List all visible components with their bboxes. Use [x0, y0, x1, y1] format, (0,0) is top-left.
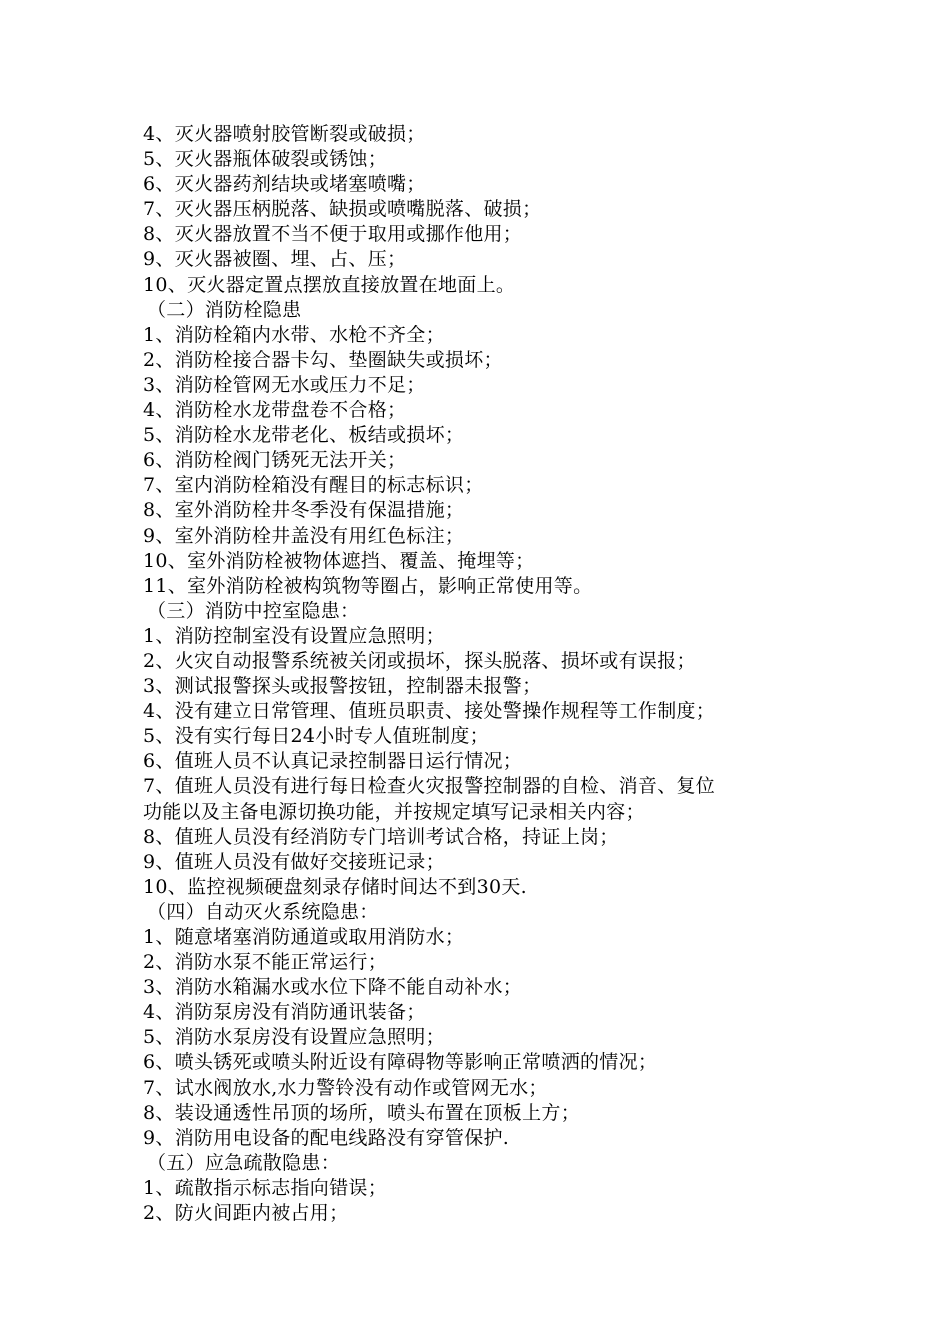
list-item: 6、消防栓阀门锈死无法开关； — [143, 449, 407, 472]
list-item: 10、灭火器定置点摆放直接放置在地面上。 — [143, 273, 516, 296]
list-item: 10、室外消防栓被物体遮挡、覆盖、掩埋等； — [143, 549, 535, 572]
section-heading: （五）应急疏散隐患： — [147, 1151, 341, 1174]
list-item: 1、随意堵塞消防通道或取用消防水； — [143, 926, 465, 948]
list-item: 9、值班人员没有做好交接班记录； — [143, 850, 445, 873]
list-item: 8、灭火器放置不当不便于取用或挪作他用； — [143, 223, 523, 246]
list-item: 8、值班人员没有经消防专门培训考试合格，持证上岗； — [143, 825, 619, 848]
list-item: 9、灭火器被圈、埋、占、压； — [143, 248, 407, 271]
list-item: 7、试水阀放水,水力警铃没有动作或管网无水； — [143, 1076, 548, 1099]
list-item: 9、消防用电设备的配电线路没有穿管保护. — [143, 1126, 510, 1149]
list-item: 4、没有建立日常管理、值班员职责、接处警操作规程等工作制度； — [143, 700, 716, 723]
document-body — [143, 122, 843, 1226]
section-heading: （二）消防栓隐患 — [147, 298, 302, 321]
list-item: 6、灭火器药剂结块或堵塞喷嘴； — [143, 173, 426, 196]
list-item: 6、喷头锈死或喷头附近设有障碍物等影响正常喷洒的情况； — [143, 1051, 658, 1074]
list-item: 11、室外消防栓被构筑物等圈占，影响正常使用等。 — [143, 574, 593, 597]
list-item: 1、消防栓箱内水带、水枪不齐全； — [143, 323, 445, 346]
list-item: 7、值班人员没有进行每日检查火灾报警控制器的自检、消音、复位 — [143, 775, 716, 798]
list-item: 5、消防水泵房没有设置应急照明； — [143, 1026, 445, 1049]
list-item: 3、消防水箱漏水或水位下降不能自动补水； — [143, 976, 523, 999]
list-item: 2、消防栓接合器卡勾、垫圈缺失或损坏； — [143, 348, 503, 371]
list-item: 1、消防控制室没有设置应急照明； — [143, 624, 445, 647]
section-heading: （四）自动灭火系统隐患： — [147, 900, 379, 923]
list-item: 5、消防栓水龙带老化、板结或损坏； — [143, 424, 465, 447]
list-item: 8、装设通透性吊顶的场所，喷头布置在顶板上方； — [143, 1101, 580, 1124]
section-heading: （三）消防中控室隐患： — [147, 599, 360, 622]
list-item: 2、消防水泵不能正常运行； — [143, 951, 387, 974]
list-item: 2、火灾自动报警系统被关闭或损坏，探头脱落、损坏或有误报； — [143, 649, 696, 672]
list-item: 9、室外消防栓井盖没有用红色标注； — [143, 524, 465, 547]
list-item: 1、疏散指示标志指向错误； — [143, 1176, 387, 1199]
list-item: 6、值班人员不认真记录控制器日运行情况； — [143, 750, 523, 773]
list-item: 5、没有实行每日24小时专人值班制度； — [143, 725, 489, 748]
list-item: 7、室内消防栓箱没有醒目的标志标识； — [143, 474, 484, 497]
list-item: 10、监控视频硬盘刻录存储时间达不到30天. — [143, 875, 527, 898]
list-item: 7、灭火器压柄脱落、缺损或喷嘴脱落、破损； — [143, 198, 542, 221]
list-item: 4、消防泵房没有消防通讯装备； — [143, 1001, 426, 1024]
list-item: 8、室外消防栓井冬季没有保温措施； — [143, 499, 465, 522]
list-item: 3、测试报警探头或报警按钮，控制器未报警； — [143, 675, 542, 698]
list-item: 5、灭火器瓶体破裂或锈蚀； — [143, 148, 387, 171]
list-item: 功能以及主备电源切换功能，并按规定填写记录相关内容； — [143, 800, 645, 823]
list-item: 4、灭火器喷射胶管断裂或破损； — [143, 123, 426, 145]
list-item: 4、消防栓水龙带盘卷不合格； — [143, 399, 407, 422]
list-item: 2、防火间距内被占用； — [143, 1202, 349, 1225]
list-item: 3、消防栓管网无水或压力不足； — [143, 373, 426, 396]
